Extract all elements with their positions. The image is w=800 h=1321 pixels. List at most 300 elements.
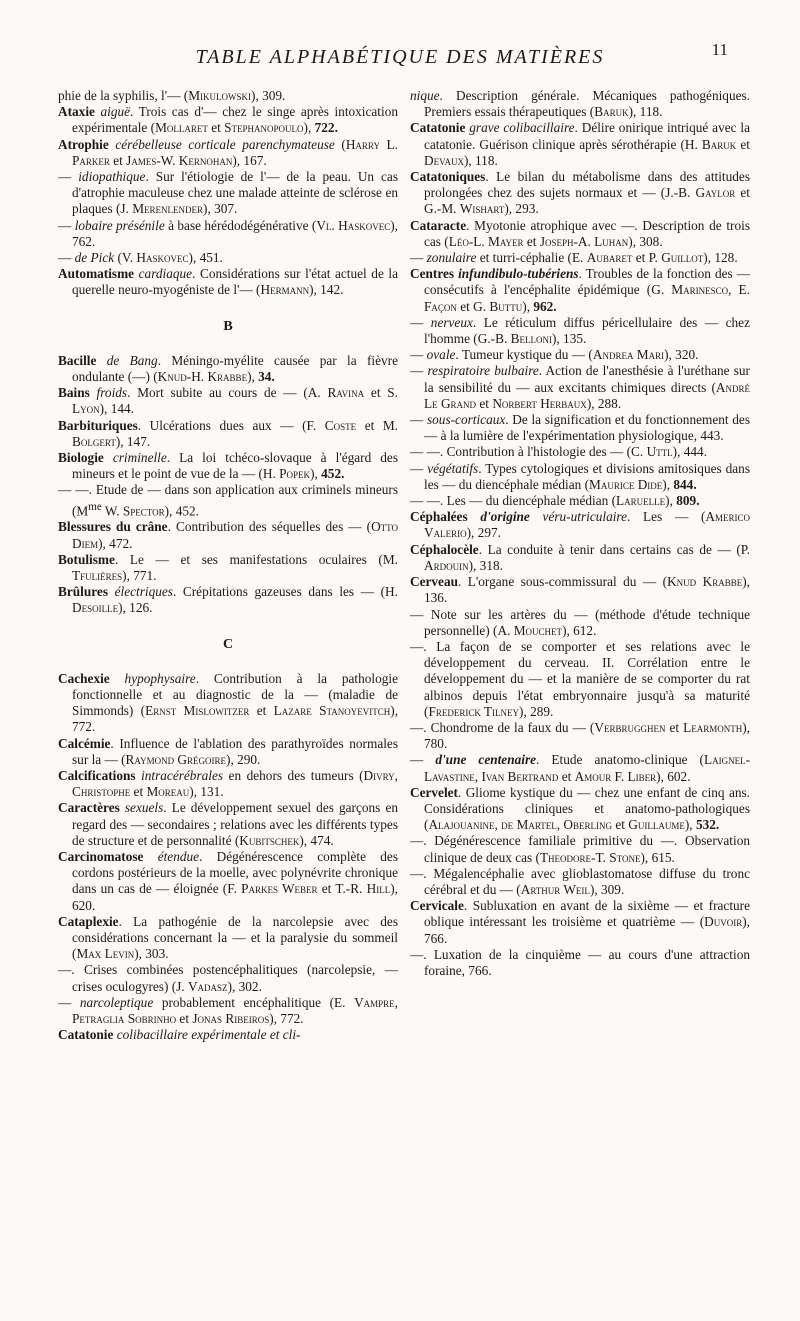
entry-text: Centres: [410, 266, 455, 282]
entry-text: Spector: [122, 503, 165, 519]
entry-text: Alajouanine, de Martel, Oberling: [428, 817, 613, 833]
entry-text: Cataracte: [410, 217, 467, 233]
entry-text: Raymond Grégoire: [125, 751, 227, 767]
entry-text: Guillot: [661, 250, 704, 266]
entry-text: Kubitschek: [239, 832, 300, 848]
entry-text: —: [58, 169, 79, 185]
entry-text: . Méningo-myélite causée par la fièvre ondulante (—) (: [72, 352, 398, 385]
entry-text: . La conduite à tenir dans certains cas de — (P.: [478, 541, 750, 557]
index-entry: [58, 169, 398, 218]
entry-text: Vl. Haskovec: [316, 217, 391, 233]
index-entry: [410, 607, 750, 639]
entry-text: Calcifications: [58, 767, 136, 783]
entry-text: Vampre, Petraglia Sobrinho: [72, 994, 398, 1026]
entry-text: —: [410, 412, 427, 428]
entry-text: ), 303.: [134, 946, 169, 962]
index-entry: [58, 800, 398, 849]
entry-text: . Action de l'anesthésie à l'uréthane sur la sensibilité du — aux excitants chimiques directs (: [424, 363, 750, 395]
entry-text: Baruk: [701, 136, 737, 152]
entry-text: . Dégénérescence complète des cordons postérieurs de la moelle, avec polynévrite chronique dans un cas de — éloignée (F.: [72, 848, 399, 897]
index-entry: [410, 639, 750, 720]
entry-text: ),: [247, 369, 259, 385]
entry-text: . Myotonie atrophique avec —. Description de trois cas (: [424, 217, 750, 249]
entry-text: Harry L. Parker: [72, 136, 398, 168]
entry-text: Céphalocèle: [410, 541, 479, 557]
index-entry: [58, 584, 398, 616]
entry-text: Ernst Mislowitzer: [145, 703, 250, 719]
entry-text: Céphalées: [410, 509, 468, 525]
entry-text: Catatoniques: [410, 169, 486, 185]
left-column: [58, 88, 398, 1043]
entry-text: et P.: [632, 250, 662, 266]
entry-text: —: [410, 752, 436, 768]
entry-text: ),: [665, 493, 677, 509]
entry-text: Catatonie: [410, 120, 466, 136]
index-entry: [58, 849, 398, 914]
entry-text: . Gliome kystique du — chez une enfant de cinq ans. Considérations cliniques et anatomo-pathologiques (: [424, 784, 750, 833]
entry-text: sous-corticaux: [426, 412, 506, 428]
entry-text: ), 772.: [72, 703, 399, 735]
entry-text: ), 318.: [468, 557, 503, 573]
entry-text: ),: [662, 476, 674, 492]
entry-text: Biologie: [58, 450, 104, 466]
entry-text: . Sur l'étiologie de l'— de la peau. Un cas d'atrophie maculeuse chez une malade atteinte de sclérose en plaques (J.: [72, 169, 398, 217]
section-letter: C: [222, 636, 234, 652]
entry-text: ), 118.: [463, 152, 498, 168]
entry-text: ), 135.: [551, 331, 587, 347]
entry-text: ), 131.: [189, 784, 224, 800]
entry-text: . Crépitations gazeuses dans les — (H.: [172, 584, 398, 600]
entry-text: zonulaire: [426, 250, 477, 266]
entry-text: —. Crises combinées postencéphalitiques (narcolepsie, — crises oculogyres) (J.: [58, 962, 398, 994]
entry-text: Amour F. Liber: [574, 768, 657, 784]
entry-text: Hill: [366, 881, 391, 897]
entry-text: —: [410, 314, 431, 330]
entry-text: intracérébrales: [135, 767, 224, 783]
entry-text: . Types cytologiques et divisions amitosiques dans les — du diencéphale médian (: [424, 460, 750, 492]
entry-text: Knud Krabbe: [667, 574, 743, 590]
entry-text: ), 293.: [504, 201, 539, 217]
entry-text: Learmonth: [683, 719, 743, 735]
entry-text: ), 766.: [424, 914, 750, 946]
entry-text: ), 290.: [226, 751, 261, 767]
entry-text: Gaylor: [695, 185, 736, 201]
entry-text: —. Chondrome de la faux du — (: [410, 719, 595, 735]
index-entry: [58, 995, 398, 1027]
entry-text: (V.: [114, 250, 137, 266]
entry-text: et: [523, 233, 540, 249]
entry-text: ), 771.: [122, 567, 157, 583]
index-entry: [58, 552, 398, 584]
entry-text: . Les — (: [627, 509, 706, 525]
entry-text: Bains: [58, 385, 90, 401]
entry-text: étendue: [143, 848, 200, 864]
entry-text: Barbituriques: [58, 417, 138, 433]
entry-text: — Note sur les artères du — (méthode d'étude technique personnelle) (A.: [410, 606, 750, 638]
entry-text: 962.: [533, 298, 557, 314]
entry-text: James-W. Kernohan: [126, 152, 233, 168]
entry-text: ),: [684, 817, 696, 833]
entry-text: Cerveau: [410, 574, 458, 590]
index-entry: [58, 736, 398, 768]
index-entry: [410, 574, 750, 606]
entry-text: Max Levin: [76, 946, 135, 962]
entry-text: ), 308.: [628, 233, 663, 249]
entry-text: 844.: [673, 476, 697, 492]
index-entry: [410, 347, 750, 363]
entry-text: Lazare Stanoyevitch: [273, 703, 391, 719]
index-entry: [410, 461, 750, 493]
entry-text: Laruelle: [616, 493, 666, 509]
entry-text: Merenlender: [132, 201, 204, 217]
entry-text: criminelle: [103, 450, 167, 466]
index-entry: [58, 104, 398, 136]
entry-text: — —. Etude de — dans son application aux criminels mineurs (M: [58, 482, 398, 519]
entry-text: ), 474.: [299, 832, 334, 848]
index-entry: [410, 493, 750, 509]
entry-text: Knud-H. Krabbe: [157, 369, 248, 385]
entry-text: Botulisme: [58, 551, 115, 567]
index-entry: [410, 250, 750, 266]
entry-text: Andrea Mari: [592, 347, 665, 363]
entry-text: Theodore-T. Stone: [539, 849, 641, 865]
entry-text: et: [558, 768, 575, 784]
entry-text: et: [665, 719, 684, 735]
entry-text: ), 620.: [72, 881, 398, 913]
entry-text: ), 297.: [466, 525, 501, 541]
entry-text: —: [58, 250, 75, 266]
entry-text: Americo Valerio: [424, 509, 750, 541]
entry-text: . Trois cas d'— chez le singe après intoxication expérimentale (: [72, 104, 398, 136]
entry-text: ), 615.: [640, 849, 675, 865]
entry-text: 452.: [321, 466, 345, 482]
entry-text: ), 307.: [203, 201, 238, 217]
index-entry: [410, 509, 750, 541]
right-column: [410, 88, 750, 979]
entry-text: Arthur Weil: [520, 881, 590, 897]
entry-text: Joseph-A. Luhan: [539, 233, 629, 249]
entry-text: grave colibacillaire: [465, 120, 575, 136]
entry-text: . Tumeur kystique du — (: [455, 347, 593, 363]
entry-text: Devaux: [424, 152, 464, 168]
entry-text: Ardouin: [424, 557, 469, 573]
index-entry: [58, 768, 398, 800]
entry-text: et: [109, 152, 127, 168]
entry-text: Stephanopoulo: [224, 120, 304, 136]
running-title: TABLE ALPHABÉTIQUE DES MATIÈRES: [195, 46, 605, 68]
entry-text: . Contribution des séquelles des — (: [167, 519, 372, 535]
entry-text: —: [410, 460, 428, 476]
entry-text: et: [130, 784, 147, 800]
index-entry: [58, 137, 398, 169]
entry-text: —: [410, 347, 427, 363]
entry-text: . Le — et ses manifestations oculaires (M.: [114, 551, 398, 567]
entry-text: et T.-R.: [317, 881, 367, 897]
index-entry: [410, 88, 750, 120]
entry-text: et: [207, 120, 225, 136]
entry-text: —. Luxation de la cinquième — au cours d'une attraction foraine, 766.: [410, 946, 750, 978]
index-entry: [410, 169, 750, 218]
index-entry: [58, 450, 398, 482]
entry-text: . La loi tchéco-slovaque à l'égard des mineurs et le point de vue de la — (H.: [72, 450, 399, 482]
entry-text: et: [249, 703, 274, 719]
entry-text: et G.-M.: [424, 185, 750, 217]
entry-text: ), 126.: [118, 600, 153, 616]
index-entry: [410, 218, 750, 250]
entry-text: Atrophie: [58, 136, 109, 152]
entry-text: Façon: [424, 298, 457, 314]
entry-text: André Le Grand: [424, 379, 750, 411]
entry-text: Haskovec: [136, 250, 189, 266]
entry-text: . Le réticulum diffus péricellulaire des — chez l'homme (G.-B.: [424, 314, 750, 347]
entry-text: infundibulo-tubériens: [454, 266, 579, 282]
entry-text: ), 136.: [424, 574, 750, 606]
entry-text: . Considérations sur l'état actuel de la querelle neuro-myogéniste de l'— (: [72, 266, 399, 298]
entry-text: respiratoire bulbaire: [427, 363, 539, 379]
entry-text: ), 147.: [115, 433, 151, 449]
entry-text: . Le bilan du métabolisme dans des attitudes prolongées chez des sujets normaux et — (J.-B.: [424, 169, 750, 201]
entry-text: ), 612.: [562, 622, 597, 638]
entry-text: ), 288.: [586, 395, 622, 411]
index-entry: [410, 720, 750, 752]
entry-text: —: [58, 994, 80, 1010]
index-entry: [58, 519, 398, 551]
entry-text: 532.: [695, 817, 720, 833]
entry-text: Popek: [279, 466, 311, 482]
entry-text: et M.: [356, 417, 398, 433]
entry-text: Ravina: [327, 385, 365, 401]
entry-text: à base hérédodégénérative (: [164, 217, 317, 233]
entry-text: — —. Les — du diencéphale médian (: [410, 493, 617, 509]
entry-text: Moreau: [146, 784, 190, 800]
entry-text: . Etude anatomo-clinique (: [536, 752, 704, 768]
entry-text: . Subluxation en avant de la sixième — et fracture oblique intéressant les troisième et quatrième — (: [424, 898, 750, 930]
entry-text: Maurice Dide: [589, 476, 663, 492]
entry-text: ),: [522, 298, 534, 314]
entry-text: ), 472.: [98, 535, 133, 551]
entry-text: ), 762.: [72, 217, 399, 249]
index-entry: [410, 120, 750, 169]
index-entry: [58, 962, 398, 994]
entry-text: Parkes Weber: [241, 881, 318, 897]
entry-text: — —. Contribution à l'histologie des — (C.: [410, 444, 647, 460]
index-entry: [410, 785, 750, 834]
entry-text: probablement encéphalitique (E.: [153, 994, 355, 1010]
entry-text: et turri-céphalie (E.: [476, 250, 587, 266]
entry-text: Otto Diem: [72, 519, 398, 551]
entry-text: Baruk: [594, 104, 629, 120]
entry-text: Desoille: [72, 600, 119, 616]
entry-text: Cachexie: [58, 670, 110, 686]
entry-text: sexuels: [119, 800, 164, 816]
entry-text: . Ulcérations dues aux — (F.: [137, 417, 325, 433]
entry-text: —. Dégénérescence familiale primitive du —. Observation clinique de deux cas (: [410, 833, 750, 865]
entry-text: ), 118.: [628, 104, 663, 120]
entry-text: et G.: [456, 298, 490, 314]
entry-text: du crâne: [110, 519, 168, 535]
entry-text: ), 144.: [99, 401, 134, 417]
entry-text: lobaire présénile: [74, 217, 165, 233]
index-entry: [58, 418, 398, 450]
entry-text: Cervicale: [410, 898, 464, 914]
entry-text: ), 320.: [664, 347, 699, 363]
entry-text: Duvoir: [704, 914, 743, 930]
entry-text: —: [58, 217, 75, 233]
entry-text: Divry, Christophe: [72, 767, 398, 800]
index-entry: [410, 947, 750, 979]
entry-text: Mollaret: [155, 120, 208, 136]
entry-text: Caractères: [58, 800, 120, 816]
entry-text: . Le développement sexuel des garçons en regard des — secondaires ; relations avec les différents types de structure et de personnalité (: [72, 800, 398, 848]
entry-text: hypophysaire: [109, 670, 196, 686]
entry-text: et S.: [364, 385, 398, 401]
index-entry: [58, 482, 398, 519]
entry-text: . Délire onirique intriqué avec la catatonie. Guérison clinique après sérothérapie (H.: [424, 120, 750, 152]
entry-text: et: [736, 136, 751, 152]
entry-text: froids: [89, 385, 128, 401]
index-entry: [410, 363, 750, 412]
entry-text: Léo-L. Mayer: [448, 233, 524, 249]
entry-text: Bacille: [58, 352, 97, 368]
section-letter: B: [223, 318, 233, 334]
entry-text: Cervelet: [410, 784, 458, 800]
index-entry: [58, 218, 398, 250]
entry-text: végétatifs: [427, 460, 479, 476]
index-entry: [410, 266, 750, 315]
entry-text: colibacillaire expérimentale et cli-: [113, 1027, 301, 1043]
entry-text: nerveux: [430, 314, 473, 330]
entry-text: ), 302.: [227, 978, 262, 994]
entry-text: Cataplexie: [58, 913, 119, 929]
entry-text: Mikulowski: [188, 88, 252, 103]
entry-text: Carcinomatose: [58, 848, 144, 864]
entry-text: 809.: [676, 493, 700, 509]
entry-text: ), 452.: [164, 503, 199, 519]
entry-text: Laignel-Lavastine, Ivan Bertrand: [424, 752, 751, 784]
entry-text: ), 309.: [589, 881, 625, 897]
entry-text: Uttl: [646, 444, 673, 460]
entry-text: et: [176, 1010, 193, 1026]
entry-text: Wishart: [459, 201, 505, 217]
entry-text: Vadasz: [187, 978, 228, 994]
index-entry: [410, 898, 750, 947]
entry-text: ), 772.: [269, 1010, 304, 1026]
entry-text: Frederick Tilney: [428, 703, 520, 719]
entry-text: . Influence de l'ablation des parathyroïdes normales sur la — (: [72, 735, 398, 767]
index-entry: [58, 353, 398, 385]
entry-text: Belloni: [510, 331, 552, 347]
index-entry: [410, 833, 750, 865]
entry-text: me: [88, 500, 102, 513]
entry-text: Norbert Herbaux: [492, 395, 587, 411]
entry-text: et: [476, 395, 493, 411]
entry-text: ), 167.: [232, 152, 267, 168]
entry-text: Lyon: [72, 401, 100, 417]
entry-text: . Contribution à la pathologie fonctionnelle et au diagnostic de la — (maladie de Simmonds) (: [72, 670, 398, 719]
entry-text: (: [334, 136, 346, 152]
index-entry: [58, 385, 398, 417]
entry-text: Brûlures: [58, 584, 108, 600]
entry-text: —: [410, 363, 428, 379]
entry-text: nique: [410, 88, 440, 103]
entry-text: . Description générale. Mécaniques pathogéniques. Premiers essais thérapeutiques (: [424, 88, 750, 120]
entry-text: narcoleptique: [79, 994, 154, 1010]
entry-text: Catatonie: [58, 1027, 114, 1043]
entry-text: cérébelleuse corticale parenchymateuse: [108, 136, 335, 152]
index-entry: [410, 752, 750, 784]
entry-text: ), 451.: [188, 250, 223, 266]
entry-text: 34.: [258, 369, 275, 385]
entry-text: en dehors des tumeurs (: [223, 767, 364, 783]
entry-text: Automatisme: [58, 266, 135, 282]
entry-text: . La pathogénie de la narcolepsie avec des considérations concernant la — et la paralysie du sommeil (: [72, 913, 398, 962]
entry-text: phie de la syphilis, l'— (: [58, 88, 189, 103]
entry-text: 722.: [314, 120, 338, 136]
entry-text: aiguë: [94, 104, 131, 120]
index-entry: [410, 315, 750, 347]
entry-text: de Pick: [74, 250, 115, 266]
entry-text: Calcémie: [58, 735, 111, 751]
entry-text: ), 142.: [309, 282, 344, 298]
index-entry: [410, 866, 750, 898]
page-number: 11: [711, 40, 728, 59]
entry-text: d'origine: [467, 509, 530, 525]
entry-text: ovale: [426, 347, 456, 363]
entry-text: Marinesco: [671, 282, 729, 298]
entry-text: —: [410, 250, 427, 266]
index-entry: [410, 444, 750, 460]
entry-text: ), 289.: [519, 703, 554, 719]
entry-text: Tfulières: [72, 567, 123, 583]
entry-text: Coste: [324, 417, 357, 433]
index-entry: [410, 542, 750, 574]
entry-text: de Bang: [96, 352, 158, 368]
index-entry: [58, 914, 398, 963]
index-entry: [410, 412, 750, 444]
entry-text: . Mort subite au cours de — (A.: [127, 385, 328, 401]
entry-text: —. Mégalencéphalie avec glioblastomatose diffuse du tronc cérébral et du — (: [410, 865, 750, 897]
entry-text: Jonas Ribeiros: [192, 1010, 270, 1026]
entry-text: Mouchet: [513, 622, 563, 638]
entry-text: , E.: [728, 282, 750, 298]
entry-text: idiopathique: [78, 169, 146, 185]
entry-text: ), 309.: [251, 88, 286, 103]
entry-text: ),: [303, 120, 315, 136]
entry-text: . Troubles de la fonction des — consécutifs à l'encéphalite épidémique (G.: [424, 266, 750, 298]
entry-text: —. La façon de se comporter et ses relations avec le développement du cerveau. II. Corrélation entre le développement du — et la manière de se comporter du rat albinos depuis l'état embryonnaire jusqu'à sa maturité (: [410, 638, 750, 719]
index-entry: [58, 671, 398, 736]
entry-text: ),: [310, 466, 322, 482]
index-entry: [58, 250, 398, 266]
entry-text: Ataxie: [58, 104, 95, 120]
entry-text: d'une centenaire: [435, 752, 537, 768]
entry-text: ), 128.: [703, 250, 738, 266]
index-entry: [58, 1027, 398, 1043]
entry-text: électriques: [108, 584, 173, 600]
entry-text: ), 602.: [656, 768, 691, 784]
entry-text: Aubaret: [586, 250, 633, 266]
index-entry: [58, 266, 398, 298]
entry-text: véru-utriculaire: [529, 509, 627, 525]
entry-text: ), 444.: [672, 444, 708, 460]
entry-text: . L'organe sous-commissural du — (: [458, 574, 668, 590]
entry-text: W.: [101, 503, 123, 519]
entry-text: cardiaque: [134, 266, 193, 282]
entry-text: . De la signification et du fonctionnement des — à la lumière de l'expérimentation physiologique, 443.: [424, 412, 751, 444]
entry-text: Hermann: [260, 282, 310, 298]
entry-text: Buttu: [489, 298, 523, 314]
entry-text: Blessures: [58, 519, 111, 535]
